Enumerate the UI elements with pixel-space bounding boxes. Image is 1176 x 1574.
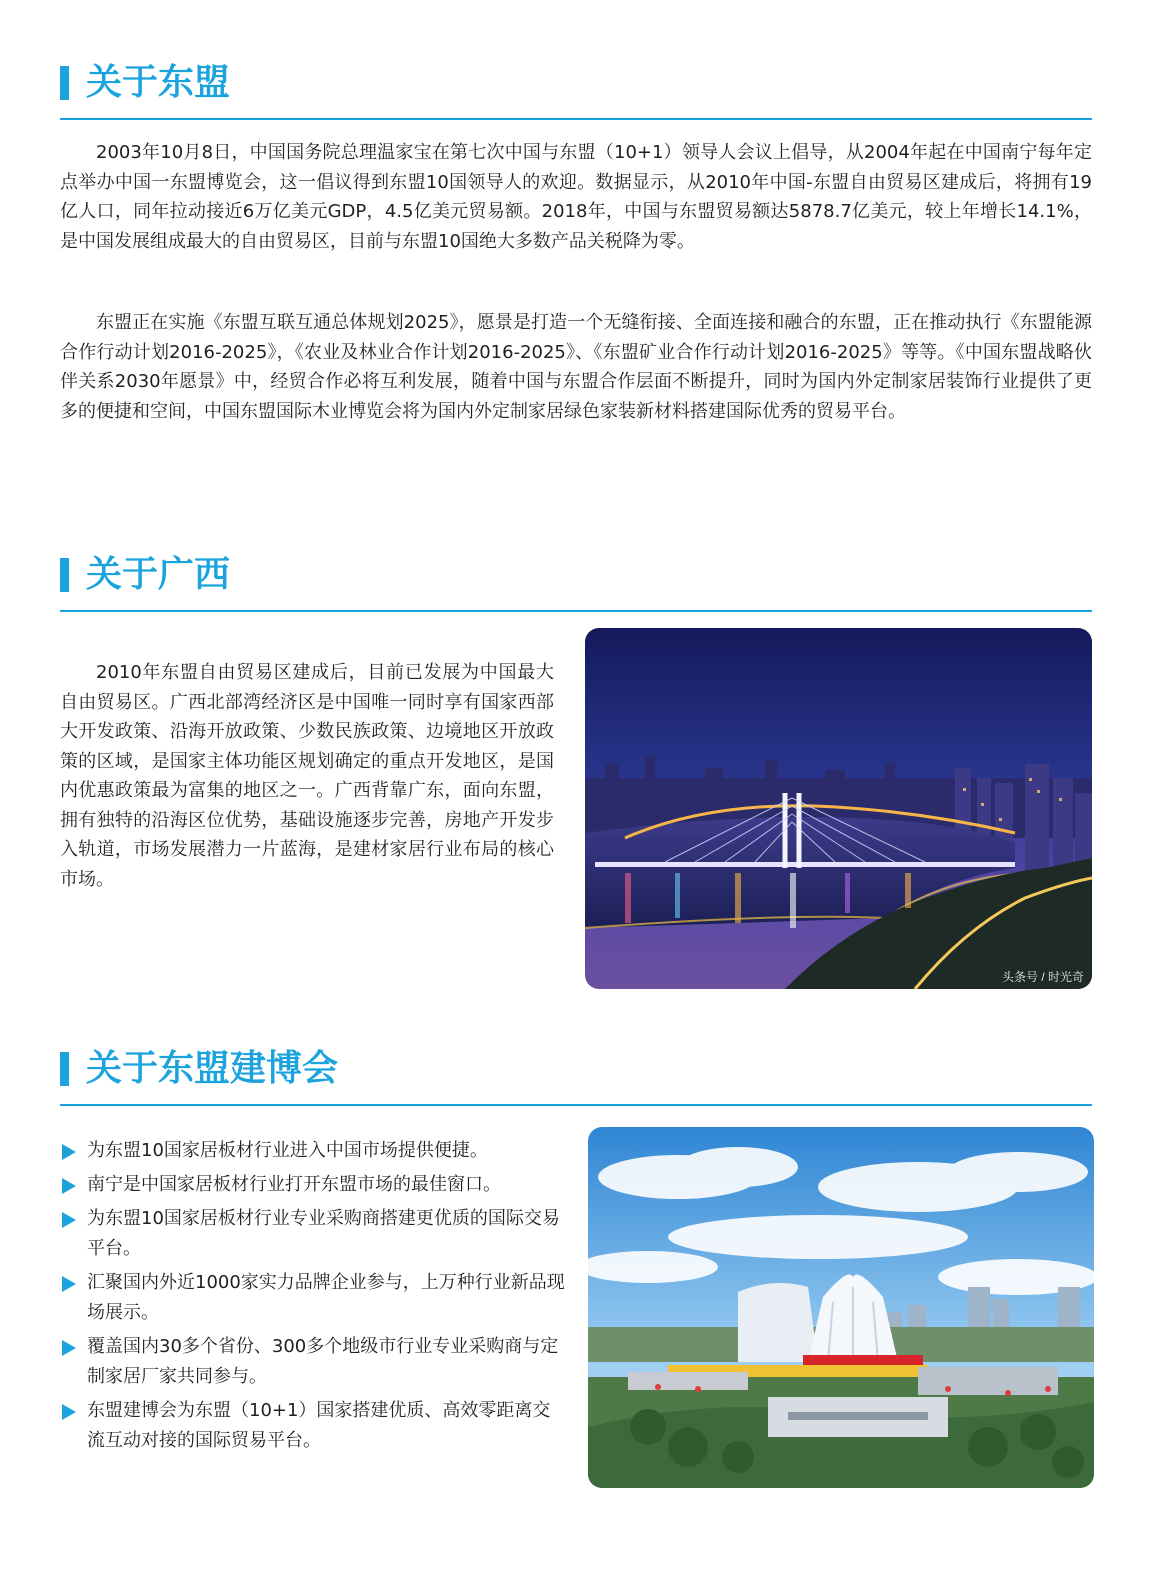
asean-paragraph-1: 2003年10月8日，中国国务院总理温家宝在第七次中国与东盟（10+1）领导人会议上倡导，从2004年起在中国南宁每年定点举办中国一东盟博览会，这一倡议得到东盟10国领导人的欢迎。数据显示，从2010年中国-东盟自由贸易区建成后，将拥有19亿人口，同年拉动接近6万亿美元GDP，4.5亿美元贸易额。2018年，中国与东盟贸易额达5878.7亿美元，较上年增长14.1%，是中国发展组成最大的自由贸易区，目前与东盟10国绝大多数产品关税降为零。 xyxy=(60,142,1092,252)
expo-center-aerial-photo xyxy=(588,1127,1094,1488)
section-title: 关于东盟 xyxy=(86,62,231,103)
expo-bullet-list xyxy=(60,1136,565,1460)
section-title: 关于广西 xyxy=(86,554,231,595)
asean-paragraph-2: 东盟正在实施《东盟互联互通总体规划2025》，愿景是打造一个无缝衔接、全面连接和融合的东盟，正在推动执行《东盟能源合作行动计划2016-2025》，《农业及林业合作计划2016-2025》、《东盟矿业合作行动计划2016-2025》等等。《中国东盟战略伙伴关系2030年愿景》中，经贸合作必将互利发展，随着中国与东盟合作层面不断提升，同时为国内外定制家居装饰行业提供了更多的便捷和空间，中国东盟国际木业博览会将为国内外定制家居绿色家装新材料搭建国际优秀的贸易平台。 xyxy=(60,312,1092,422)
image-credit: 头条号 / 时光奇 xyxy=(1001,970,1084,984)
triangle-right-icon xyxy=(62,1178,76,1194)
section-divider xyxy=(60,610,1092,612)
list-item: 汇聚国内外近1000家实力品牌企业参与，上万种行业新品现场展示。 xyxy=(60,1268,565,1328)
section-divider xyxy=(60,1104,1092,1106)
list-item: 覆盖国内30多个省份、300多个地级市行业专业采购商与定制家居厂家共同参与。 xyxy=(60,1332,565,1392)
list-item: 南宁是中国家居板材行业打开东盟市场的最佳窗口。 xyxy=(60,1170,565,1200)
section-accent-bar xyxy=(60,66,69,100)
section-accent-bar xyxy=(60,558,69,592)
guangxi-paragraph: 2010年东盟自由贸易区建成后，目前已发展为中国最大自由贸易区。广西北部湾经济区是中国唯一同时享有国家西部大开发政策、沿海开放政策、少数民族政策、边境地区开放政策的区域，是国家主体功能区规划确定的重点开发地区，是国内优惠政策最为富集的地区之一。广西背靠广东，面向东盟，拥有独特的沿海区位优势，基础设施逐步完善，房地产开发步入轨道，市场发展潜力一片蓝海，是建材家居行业布局的核心市场。 xyxy=(60,662,554,890)
triangle-right-icon xyxy=(62,1340,76,1356)
list-item: 为东盟10国家居板材行业进入中国市场提供便捷。 xyxy=(60,1136,565,1166)
triangle-right-icon xyxy=(62,1404,76,1420)
section-title: 关于东盟建博会 xyxy=(86,1048,339,1089)
section-divider xyxy=(60,118,1092,120)
nanning-night-bridge-photo xyxy=(585,628,1092,989)
list-item: 东盟建博会为东盟（10+1）国家搭建优质、高效零距离交流互动对接的国际贸易平台。 xyxy=(60,1396,565,1456)
triangle-right-icon xyxy=(62,1276,76,1292)
triangle-right-icon xyxy=(62,1144,76,1160)
section-accent-bar xyxy=(60,1052,69,1086)
triangle-right-icon xyxy=(62,1212,76,1228)
list-item: 为东盟10国家居板材行业专业采购商搭建更优质的国际交易平台。 xyxy=(60,1204,565,1264)
